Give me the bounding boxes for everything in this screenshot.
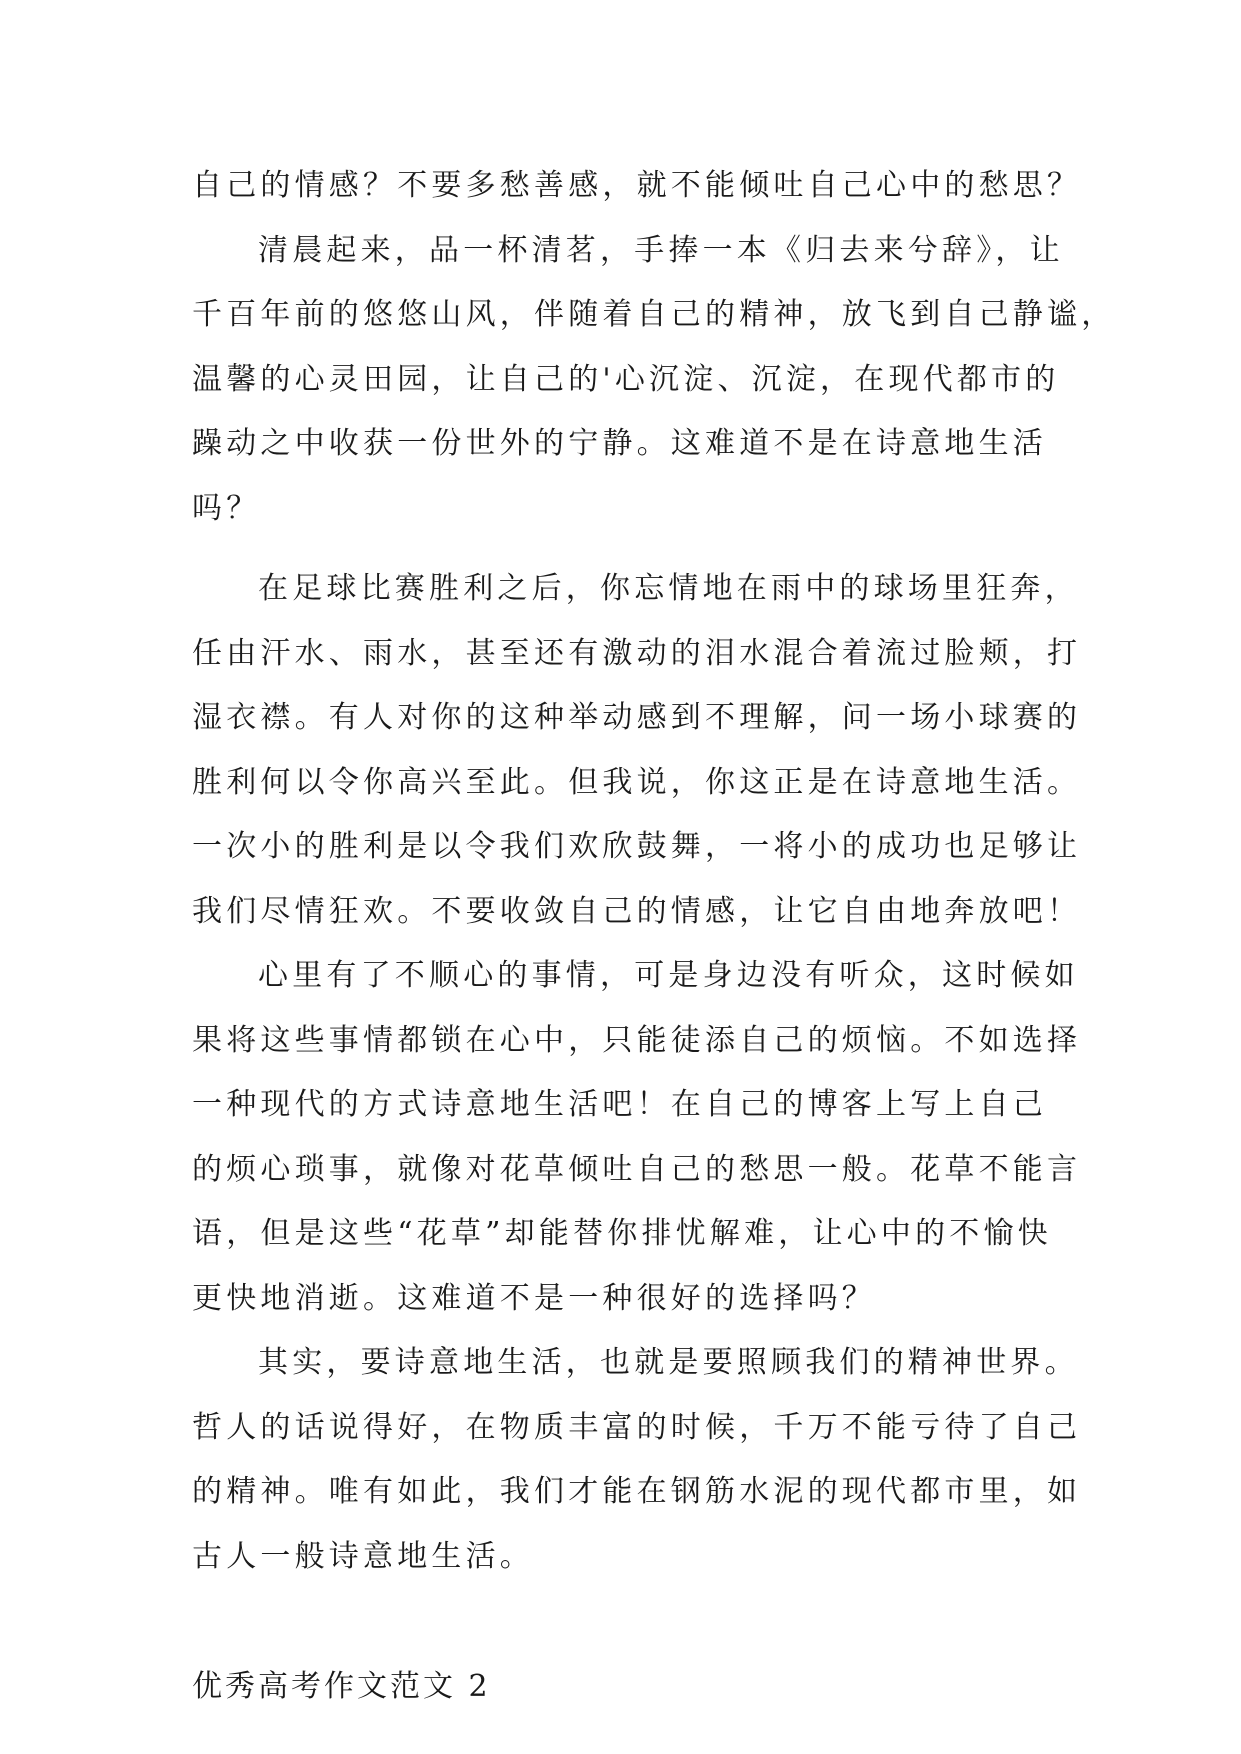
text-line: 胜利何以令你高兴至此。但我说，你这正是在诗意地生活。	[192, 764, 1082, 800]
section-spacer	[192, 1589, 1052, 1655]
paragraph-3	[192, 557, 1082, 944]
text-line: 一次小的胜利是以令我们欢欣鼓舞，一将小的成功也足够让	[192, 829, 1082, 864]
paragraph-2	[192, 219, 1116, 542]
text-line: 一种现代的方式诗意地生活吧！在自己的博客上写上自己	[192, 1087, 1047, 1122]
text-line: 任由汗水、雨水，甚至还有激动的泪水混合着流过脸颊，打	[192, 635, 1082, 671]
text-line: 更快地消逝。这难道不是一种很好的选择吗？	[192, 1280, 876, 1316]
text-line: 温馨的心灵田园，让自己的'心沉淀、沉淀，在现代都市的	[192, 361, 1060, 397]
text-line: 哲人的话说得好，在物质丰富的时候，千万不能亏待了自己	[192, 1409, 1082, 1445]
document-body	[192, 154, 1116, 1720]
text-line: 千百年前的悠悠山风，伴随着自己的精神，放飞到自己静谧，	[192, 297, 1116, 332]
text-line: 自己的情感？不要多愁善感，就不能倾吐自己心中的愁思？	[192, 168, 1082, 203]
text-line: 语，但是这些“花草”却能替你排忧解难，让心中的不愉快	[192, 1216, 1052, 1251]
text-line: 的烦心琐事，就像对花草倾吐自己的愁思一般。花草不能言	[192, 1151, 1082, 1187]
text-line: 其实，要诗意地生活，也就是要照顾我们的精神世界。	[258, 1345, 1079, 1380]
paragraph-spacer	[192, 541, 1052, 557]
paragraph-5	[192, 1331, 1082, 1589]
section-heading: 优秀高考作文范文 2	[192, 1669, 491, 1704]
text-line: 果将这些事情都锁在心中，只能徒添自己的烦恼。不如选择	[192, 1022, 1082, 1058]
text-line: 心里有了不顺心的事情，可是身边没有听众，这时候如	[258, 958, 1079, 993]
text-line: 在足球比赛胜利之后，你忘情地在雨中的球场里狂奔，	[258, 571, 1079, 606]
text-line: 我们尽情狂欢。不要收敛自己的情感，让它自由地奔放吧！	[192, 893, 1082, 929]
text-line: 的精神。唯有如此，我们才能在钢筋水泥的现代都市里，如	[192, 1474, 1082, 1509]
text-line: 湿衣襟。有人对你的这种举动感到不理解，问一场小球赛的	[192, 700, 1082, 735]
text-line: 古人一般诗意地生活。	[192, 1538, 534, 1574]
text-line: 躁动之中收获一份世外的宁静。这难道不是在诗意地生活	[192, 426, 1047, 461]
text-line: 清晨起来，品一杯清茗，手捧一本《归去来兮辞》，让	[258, 232, 1064, 268]
text-line: 吗？	[192, 490, 261, 526]
paragraph-4	[192, 944, 1082, 1331]
paragraph-1	[192, 154, 1082, 219]
